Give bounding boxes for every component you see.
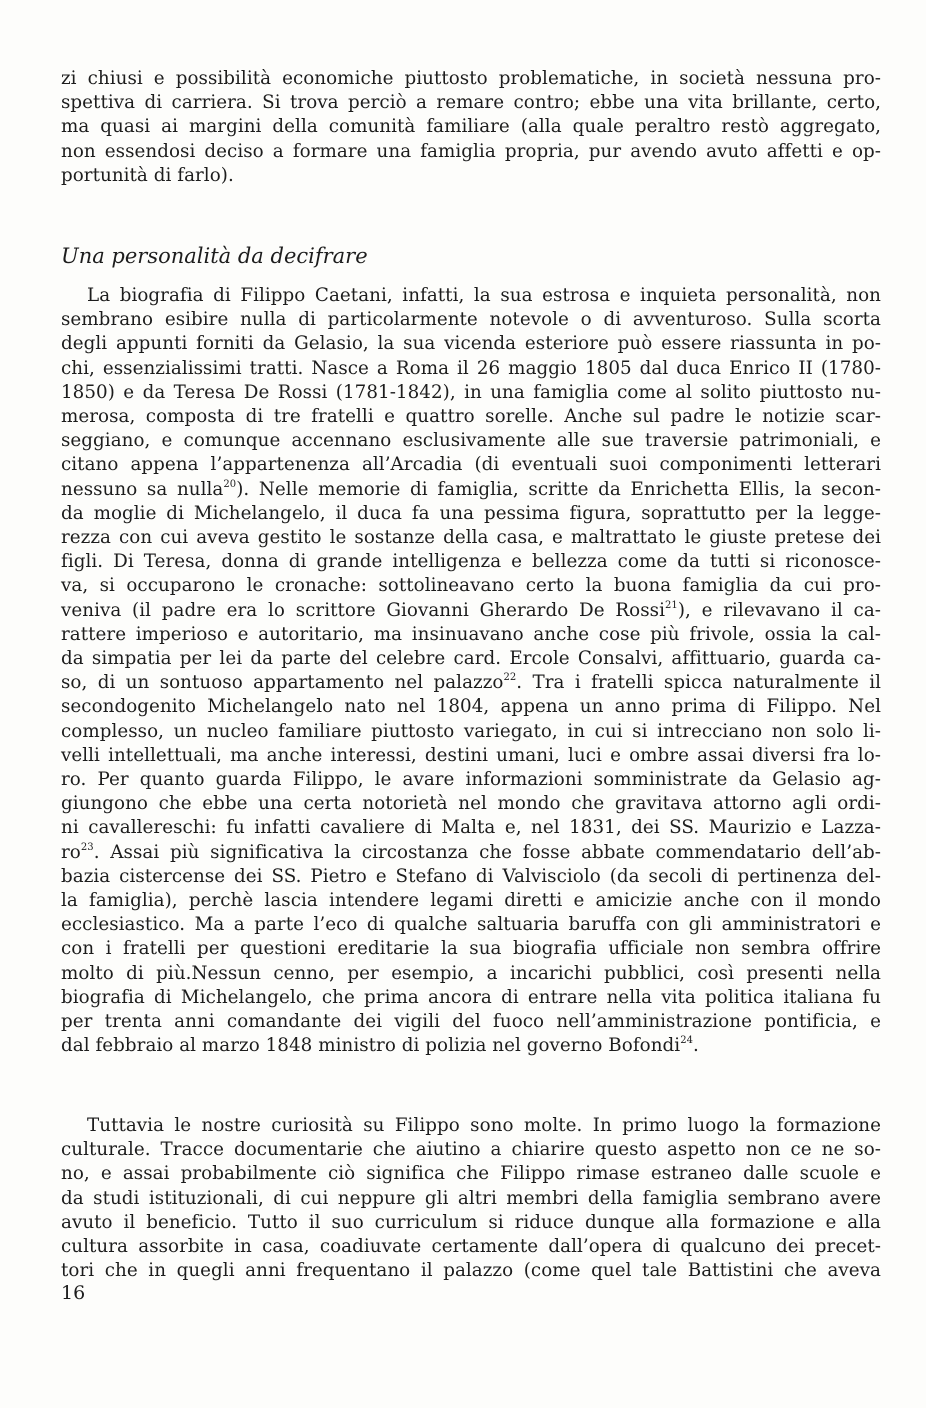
text-line: secondogenito Michelangelo nato nel 1804, appena un anno prima di Filippo. Nel [61,696,881,718]
text-line: cultura assorbite in casa, coadiuvate certamente dall’opera di qualcuno dei precet- [61,1236,881,1258]
text-line [61,478,881,502]
text-line: no, e assai probabilmente ciò significa che Filippo rimase estraneo dalle scuole e [61,1163,881,1185]
text-line: portunità di farlo). [61,164,234,186]
text-line: va, si occuparono le cronache: sottolineavano certo la buona famiglia da cui pro- [61,575,881,597]
footnote-ref-24: 24 [680,1035,694,1047]
page-number: 16 [61,1282,86,1304]
text-line: da moglie di Michelangelo, il duca fa una pessima figura, soprattutto per la legge- [61,502,881,524]
text-line: la famiglia), perchè lascia intendere legami diretti e amicizie anche con il mondo [61,890,881,912]
section-heading: Una personalità da decifrare [61,244,368,268]
paragraph-biography [61,284,881,1059]
text-line: ni cavallereschi: fu infatti cavaliere di Malta e, nel 1831, dei SS. Maurizio e Lazza- [61,817,881,839]
text-line [61,1034,881,1058]
text-line: degli appunti forniti da Gelasio, la sua vicenda esteriore può essere riassunta in po- [61,333,881,355]
footnote-ref-22: 22 [503,672,517,684]
text-line: zi chiusi e possibilità economiche piuttosto problematiche, in società nessuna pro- [61,68,881,89]
text-line: La biografia di Filippo Caetani, infatti, la sua estrosa e inquieta personalità, non [87,285,881,306]
text-segment: ro [61,841,81,863]
text-segment: nessuno sa nulla [61,478,224,500]
text-segment: ), e rilevavano il ca- [677,599,881,621]
text-line: rezza con cui aveva gestito le sostanze della casa, e maltrattato le giuste pretese dei [61,527,881,549]
text-line: non essendosi deciso a formare una famiglia propria, pur avendo avuto affetti e op- [61,140,881,162]
text-line: seggiano, e comunque accennano esclusivamente alle sue traversie patrimoniali, e [61,430,881,452]
text-line [61,599,881,623]
text-line: figli. Di Teresa, donna di grande intelligenza e bellezza come da tutti si riconosce- [61,551,881,573]
text-line: tori che in quegli anni frequentano il palazzo (come quel tale Battistini che aveva [61,1260,881,1282]
text-line: avuto il beneficio. Tutto il suo curriculum si riduce dunque alla formazione e alla [61,1211,881,1233]
text-line [61,841,881,865]
text-segment: . [693,1035,699,1057]
text-line: da studi istituzionali, di cui neppure gli altri membri della famiglia sembrano avere [61,1187,881,1209]
text-segment: dal febbraio al marzo 1848 ministro di polizia nel governo Bofondi [61,1035,681,1057]
text-line: sembrano esibire nulla di particolarmente notevole o di avventuroso. Sulla scorta [61,309,881,331]
text-line: rattere imperioso e autoritario, ma insinuavano anche cose più frivole, ossia la cal- [61,623,881,645]
footnote-ref-21: 21 [665,599,678,611]
text-line: chi, essenzialissimi tratti. Nasce a Roma il 26 maggio 1805 dal duca Enrico II (1780- [61,357,881,379]
text-line: ro. Per quanto guarda Filippo, le avare informazioni somministrate da Gelasio ag- [61,769,881,791]
text-line: velli intellettuali, ma anche interessi, destini umani, luci e ombre assai diversi fra lo- [61,744,881,766]
text-line: da simpatia per lei da parte del celebre card. Ercole Consalvi, affittuario, guarda ca- [61,648,881,670]
paragraph-intro [61,67,881,188]
text-segment: ). Nelle memorie di famiglia, scritte da Enrichetta Ellis, la secon- [236,478,881,500]
text-line: per trenta anni comandante dei vigili del fuoco nell’amministrazione pontificia, e [61,1011,881,1033]
text-line [61,671,881,695]
text-line: molto di più.Nessun cenno, per esempio, a incarichi pubblici, così presenti nella [61,962,881,984]
text-line: complesso, un nucleo familiare piuttosto variegato, in cui si intrecciano non solo li- [61,720,881,742]
text-line: bazia cistercense dei SS. Pietro e Stefano di Valvisciolo (da secoli di pertinenza del- [61,865,881,887]
text-segment: veniva (il padre era lo scrittore Giovanni Gherardo De Rossi [61,599,665,621]
text-segment: so, di un sontuoso appartamento nel palazzo [61,672,504,694]
text-line: culturale. Tracce documentarie che aiutino a chiarire questo aspetto non ce ne so- [61,1139,881,1161]
text-line: spettiva di carriera. Si trova perciò a remare contro; ebbe una vita brillante, certo, [61,92,881,114]
text-line: ma quasi ai margini della comunità familiare (alla quale peraltro restò aggregato, [61,116,881,138]
text-line: giungono che ebbe una certa notorietà nel mondo che gravitava attorno agli ordi- [61,793,881,815]
footnote-ref-20: 20 [223,478,237,490]
text-line: ecclesiastico. Ma a parte l’eco di qualche saltuaria baruffa con gli amministratori e [61,914,881,936]
footnote-ref-23: 23 [80,841,94,853]
text-segment: . Tra i fratelli spicca naturalmente il [516,672,881,694]
text-line: Tuttavia le nostre curiosità su Filippo sono molte. In primo luogo la formazione [87,1115,881,1136]
text-segment: . Assai più significativa la circostanza che fosse abbate commendatario dell’ab- [93,841,881,863]
text-line: con i fratelli per questioni ereditarie la sua biografia ufficiale non sembra offrire [61,938,881,960]
text-line: merosa, composta di tre fratelli e quattro sorelle. Anche sul padre le notizie scar- [61,406,881,428]
text-line: biografia di Michelangelo, che prima ancora di entrare nella vita politica italiana fu [61,986,881,1008]
paragraph-formation [61,1114,881,1283]
text-line: 1850) e da Teresa De Rossi (1781-1842), in una famiglia come al solito piuttosto nu- [61,381,881,403]
text-line: citano appena l’appartenenza all’Arcadia (di eventuali suoi componimenti letterari [61,454,881,476]
